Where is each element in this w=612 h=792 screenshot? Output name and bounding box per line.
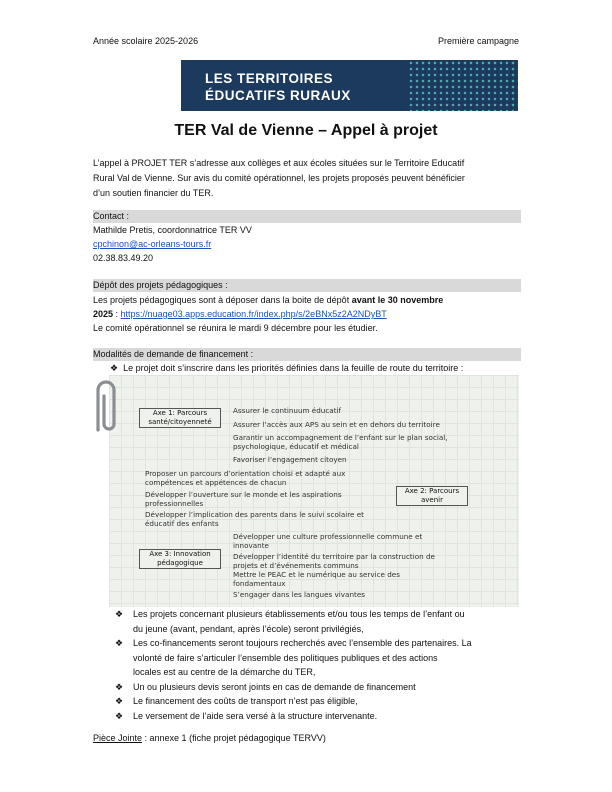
attachment-label: Pièce Jointe <box>93 733 143 743</box>
axe2-item: Proposer un parcours d’orientation choisi et adapté aux <box>145 469 346 478</box>
axe2-item: Développer l’ouverture sur le monde et les aspirations <box>145 490 342 499</box>
attachment-text: : annexe 1 (fiche projet pédagogique TERVV) <box>142 733 326 743</box>
axe2-item: compétences et appétences de chacun <box>145 478 287 487</box>
banner-line-1: LES TERRITOIRES <box>205 71 334 86</box>
depot-deadline: avant le 30 novembre <box>351 295 444 305</box>
contact-heading: Contact : <box>93 210 521 223</box>
depot-text: Les projets pédagogiques sont à déposer dans la boite de dépôt <box>93 295 352 305</box>
contact-name: Mathilde Pretis, coordonnatrice TER VV <box>93 225 252 235</box>
list-item-text: Les projets concernant plusieurs établissements et/ou tous les temps de l’enfant ou <box>133 609 465 619</box>
axe1-item: Favoriser l’engagement citoyen <box>233 455 347 464</box>
page-title: TER Val de Vienne – Appel à projet <box>174 122 438 139</box>
axe1-item: psychologique, éducatif et médical <box>233 442 359 451</box>
depot-line-2 <box>93 307 387 321</box>
banner-line-2: ÉDUCATIFS RURAUX <box>205 88 351 103</box>
list-item-text: Le versement de l’aide sera versé à la structure intervenante. <box>133 710 378 721</box>
list-item <box>115 694 522 709</box>
axe3-item: fondamentaux <box>233 579 286 588</box>
list-item-text: du jeune (avant, pendant, après l’école) seront privilégiés, <box>133 623 364 634</box>
contact-phone: 02.38.83.49.20 <box>93 253 154 263</box>
depot-year: 2025 <box>93 309 114 319</box>
diamond-bullet-icon: ❖ <box>115 710 124 721</box>
axe3-item: Mettre le PEAC et le numérique au service des <box>233 570 400 579</box>
modalites-heading: Modalités de demande de financement : <box>93 348 521 361</box>
list-item-text: Les co-financements seront toujours recherchés avec l’ensemble des partenaires. La <box>133 638 472 648</box>
diamond-bullet-icon: ❖ <box>115 681 124 692</box>
axe1-item: Assurer l’accès aux APS au sein et en dehors du territoire <box>233 420 440 429</box>
priorities-diagram <box>109 375 519 607</box>
depot-url-link[interactable]: https://nuage03.apps.education.fr/index.php/s/2eBNx5z2A2NDyBT <box>120 309 387 319</box>
header-school-year: Année scolaire 2025-2026 <box>93 36 199 46</box>
dot-pattern <box>408 60 518 111</box>
intro-line: d’un soutien financier du TER. <box>93 188 214 198</box>
axe-3-box: Axe 3: Innovation pédagogique <box>139 549 221 569</box>
intro-line: Rural Val de Vienne. Sur avis du comité opérationnel, les projets proposés peuvent bénéficier <box>93 173 465 183</box>
modalites-first-text: Le projet doit s’inscrire dans les priorités définies dans la feuille de route du territoire : <box>123 363 464 373</box>
axe1-item: Garantir un accompagnement de l’enfant sur le plan social, <box>233 433 448 442</box>
attachment-note <box>93 731 326 745</box>
conditions-list <box>115 607 522 723</box>
intro-paragraph <box>93 156 521 201</box>
list-item-text: Un ou plusieurs devis seront joints en cas de demande de financement <box>133 681 416 692</box>
modalites-first-item <box>110 361 463 375</box>
list-item-text: locales est au centre de la démarche du TER, <box>133 667 316 677</box>
list-item-text: Le financement des coûts de transport n’est pas éligible, <box>133 696 358 706</box>
diamond-bullet-icon: ❖ <box>115 609 124 619</box>
axe3-item: S’engager dans les langues vivantes <box>233 590 365 599</box>
diamond-bullet-icon: ❖ <box>115 638 124 648</box>
list-item <box>115 607 522 636</box>
axe3-item: projets et d’événements communs <box>233 561 359 570</box>
diamond-bullet-icon: ❖ <box>110 363 119 373</box>
ter-logo-banner <box>181 60 518 111</box>
diamond-bullet-icon: ❖ <box>115 696 124 706</box>
axe-2-box: Axe 2: Parcours avenir <box>396 486 468 506</box>
axe3-item: innovante <box>233 541 269 550</box>
axe2-item: Développer l’implication des parents dans le suivi scolaire et <box>145 510 364 519</box>
depot-line-3: Le comité opérationnel se réunira le mardi 9 décembre pour les étudier. <box>93 323 378 333</box>
axe3-item: Développer une culture professionnelle commune et <box>233 532 423 541</box>
list-item <box>115 680 522 695</box>
list-item <box>115 636 522 680</box>
depot-colon: : <box>113 309 121 319</box>
header-campaign: Première campagne <box>437 36 519 46</box>
axe1-item: Assurer le continuum éducatif <box>233 406 342 415</box>
paperclip-icon <box>88 378 122 438</box>
axe3-item: Développer l’identité du territoire par la construction de <box>233 552 435 561</box>
depot-line-1 <box>93 293 443 307</box>
intro-line: L’appel à PROJET TER s’adresse aux collèges et aux écoles situées sur le Territoire Educatif <box>93 158 465 168</box>
depot-heading: Dépôt des projets pédagogiques : <box>93 279 521 292</box>
list-item-text: volonté de faire s’articuler l’ensemble des politiques publiques et des actions <box>133 652 438 663</box>
axe2-item: éducatif des enfants <box>145 519 219 528</box>
axe2-item: professionnelles <box>145 499 204 508</box>
list-item <box>115 709 522 724</box>
contact-email-link[interactable]: cpchinon@ac-orleans-tours.fr <box>93 239 212 249</box>
axe-1-box: Axe 1: Parcours santé/citoyenneté <box>139 408 221 428</box>
